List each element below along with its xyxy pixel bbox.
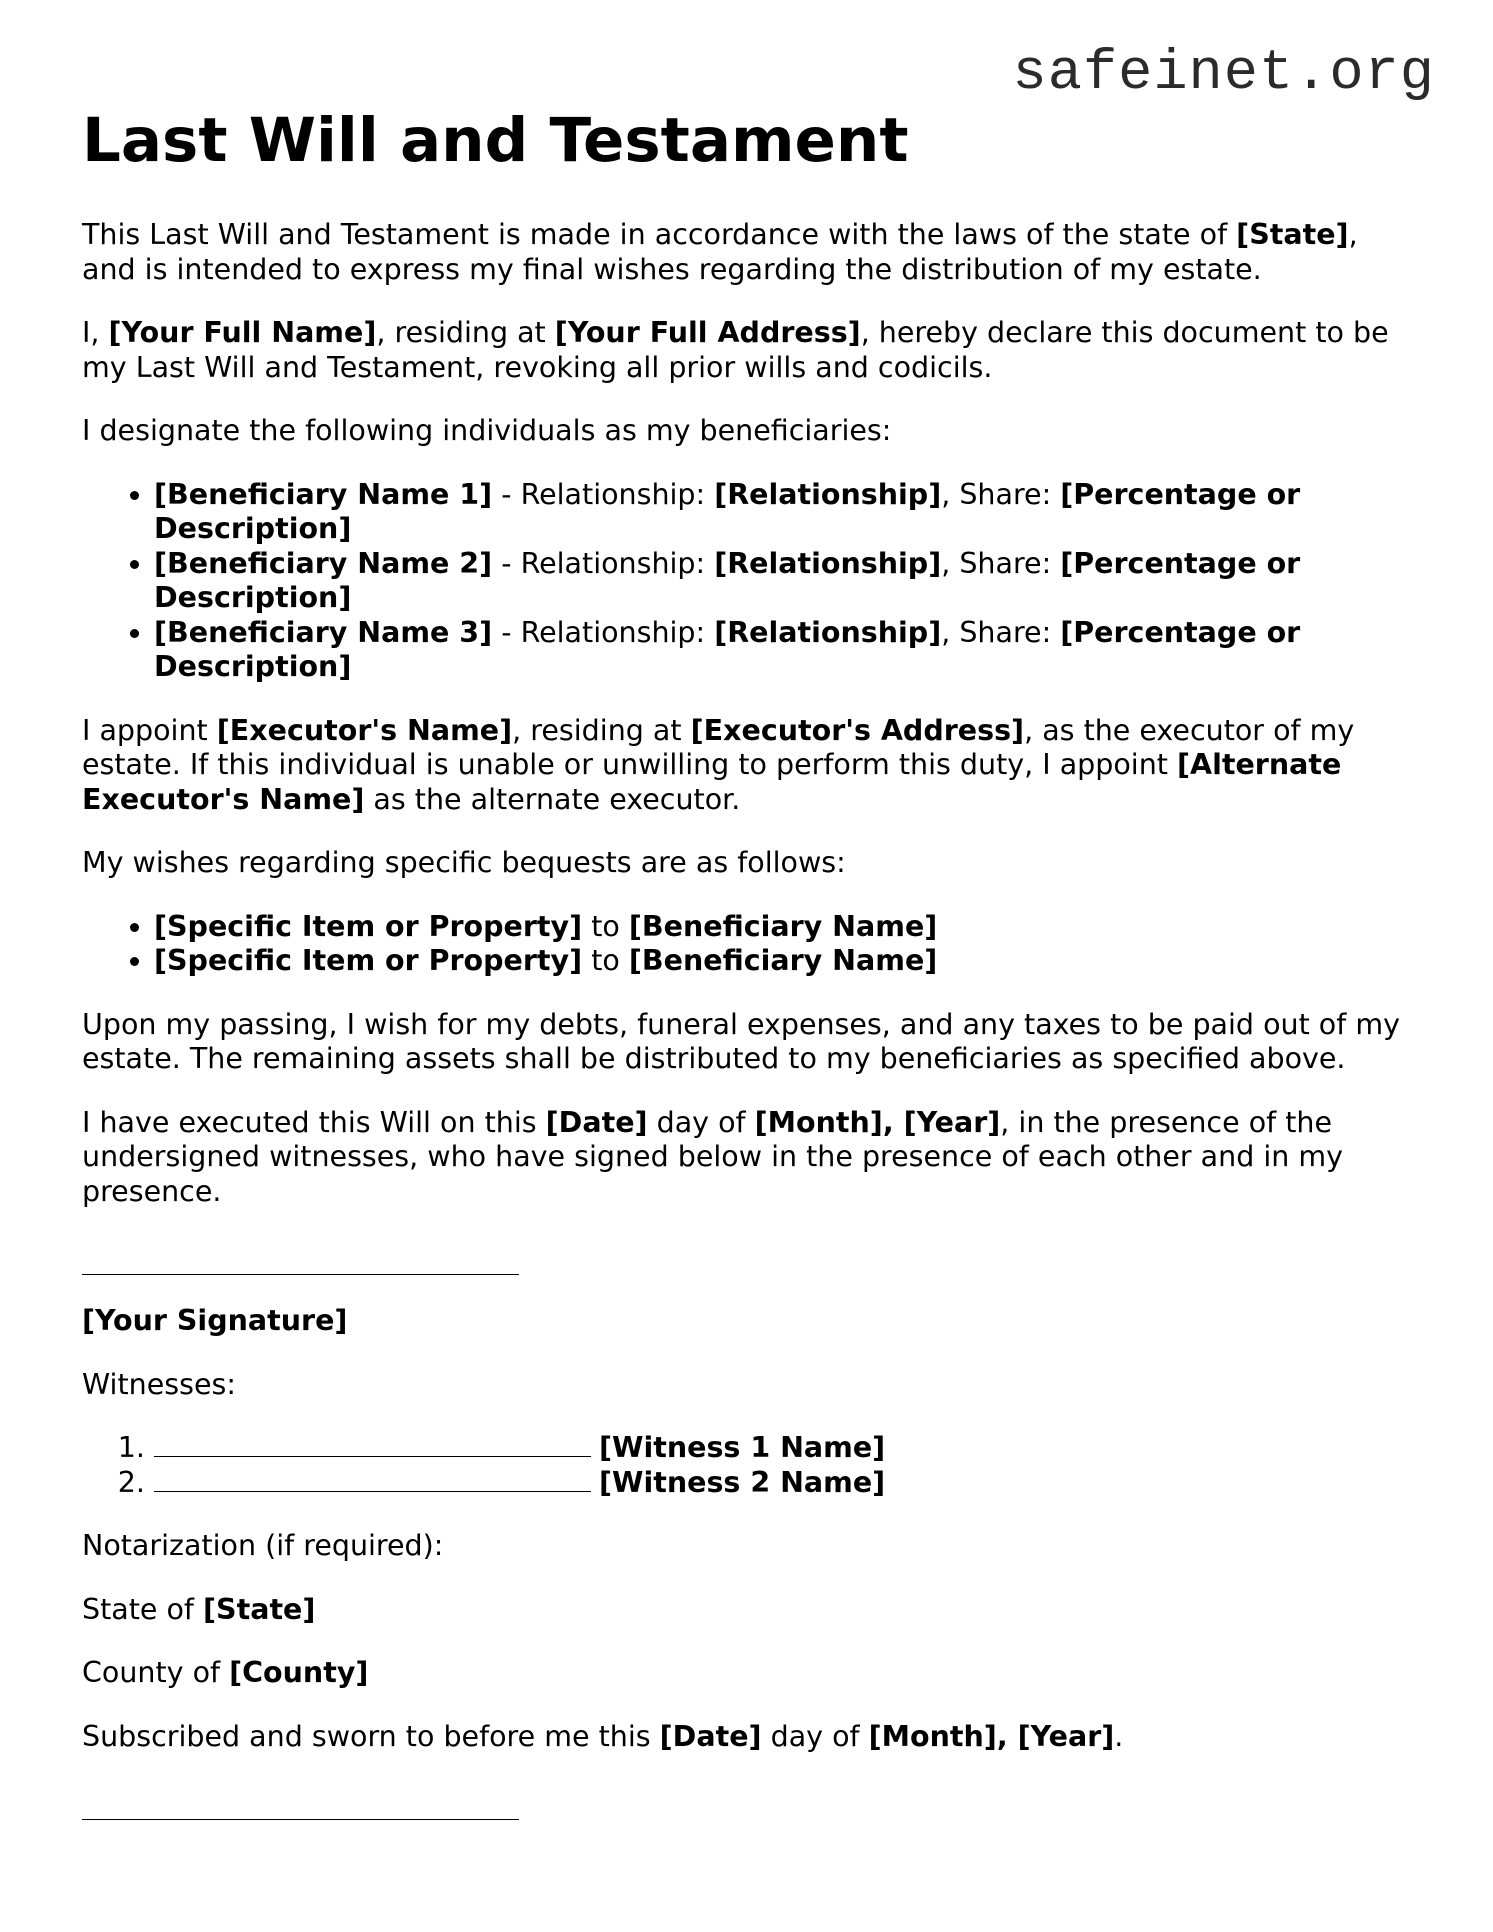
- relationship-label: - Relationship:: [492, 546, 715, 580]
- bequest-beneficiary-placeholder: [Beneficiary Name]: [628, 909, 938, 943]
- bequests-intro: My wishes regarding specific bequests are as follows:: [82, 846, 846, 879]
- county-line-text: County of: [82, 1656, 230, 1689]
- sworn-text-end: .: [1114, 1719, 1124, 1753]
- declaration-text: , residing at: [376, 316, 555, 349]
- executor-address-placeholder: [Executor's Address]: [690, 713, 1025, 747]
- beneficiary-item: [154, 478, 1412, 547]
- declaration-text: I,: [82, 316, 109, 349]
- execution-month-year-placeholder: [Month], [Year]: [754, 1105, 1001, 1139]
- witnesses-list: [82, 1431, 1412, 1500]
- execution-text-end: , in the presence of the undersigned witnesses, who have signed below in the presence of each other and in my presence.: [82, 1105, 1344, 1208]
- sworn-date-placeholder: [Date]: [659, 1719, 762, 1753]
- bequest-item-placeholder: [Specific Item or Property]: [154, 909, 583, 943]
- beneficiaries-list: [82, 478, 1412, 685]
- relationship-placeholder: [Relationship]: [714, 546, 942, 580]
- signature-line-block: [82, 1249, 1412, 1275]
- full-address-placeholder: [Your Full Address]: [554, 316, 861, 349]
- share-placeholder: [Percentage or Description]: [154, 615, 1301, 683]
- bequest-item: [154, 910, 1412, 945]
- executor-text: , as the executor of my estate. If this individual is unable or unwilling to perform this duty, I appoint: [82, 713, 1355, 781]
- state-line: [82, 1593, 1412, 1628]
- executor-paragraph: [82, 714, 1412, 818]
- execution-text: I have executed this Will on this: [82, 1105, 546, 1139]
- intro-text: This Last Will and Testament is made in accordance with the laws of the state of: [82, 218, 1237, 251]
- execution-date-placeholder: [Date]: [545, 1105, 648, 1139]
- witness-item: [154, 1431, 1412, 1466]
- beneficiary-name: [Beneficiary Name 2]: [154, 546, 493, 580]
- watermark: safeinet.org: [1012, 42, 1435, 106]
- relationship-placeholder: [Relationship]: [714, 615, 942, 649]
- intro-text-end: , and is intended to express my final wishes regarding the distribution of my estate.: [82, 218, 1358, 286]
- beneficiary-item: [154, 547, 1412, 616]
- county-line: [82, 1656, 1412, 1691]
- state-line-text: State of: [82, 1592, 204, 1626]
- beneficiaries-intro: I designate the following individuals as my beneficiaries:: [82, 414, 892, 447]
- sworn-text: day of: [761, 1719, 869, 1753]
- signature-label: [Your Signature]: [82, 1304, 348, 1337]
- executor-text-end: as the alternate executor.: [364, 782, 741, 816]
- share-label: , Share:: [941, 477, 1061, 511]
- witness-signature-line[interactable]: [154, 1469, 591, 1492]
- witness-name-placeholder: [Witness 2 Name]: [599, 1465, 886, 1499]
- alternate-executor-placeholder: [Alternate Executor's Name]: [82, 748, 1342, 816]
- sworn-text: Subscribed and sworn to before me this: [82, 1719, 660, 1753]
- notary-signature-line-block: [82, 1794, 1412, 1820]
- notary-signature-line[interactable]: [82, 1797, 519, 1820]
- state-placeholder: [State]: [1236, 218, 1349, 251]
- sworn-month-year-placeholder: [Month], [Year]: [868, 1719, 1115, 1753]
- signature-line[interactable]: [82, 1252, 519, 1275]
- debts-paragraph: Upon my passing, I wish for my debts, funeral expenses, and any taxes to be paid out of my estate. The remaining assets shall be distributed to my beneficiaries as specified above.: [82, 1007, 1400, 1075]
- beneficiary-name: [Beneficiary Name 3]: [154, 615, 493, 649]
- document: [82, 104, 1412, 1849]
- bequest-item: [154, 944, 1412, 979]
- share-label: , Share:: [941, 615, 1061, 649]
- declaration-paragraph: [82, 316, 1412, 385]
- bequest-to: to: [582, 909, 629, 943]
- bequests-list: [82, 910, 1412, 979]
- executor-text: , residing at: [512, 713, 691, 747]
- beneficiary-item: [154, 616, 1412, 685]
- share-placeholder: [Percentage or Description]: [154, 546, 1301, 614]
- state-line-placeholder: [State]: [203, 1592, 316, 1626]
- bequest-item-placeholder: [Specific Item or Property]: [154, 944, 583, 977]
- bequest-beneficiary-placeholder: [Beneficiary Name]: [628, 944, 938, 977]
- full-name-placeholder: [Your Full Name]: [108, 316, 377, 349]
- relationship-label: - Relationship:: [492, 615, 715, 649]
- intro-paragraph: [82, 218, 1412, 287]
- document-title: Last Will and Testament: [82, 105, 909, 176]
- witness-signature-line[interactable]: [154, 1434, 591, 1457]
- beneficiary-name: [Beneficiary Name 1]: [154, 477, 493, 511]
- signature-paragraph: [82, 1304, 1412, 1339]
- executor-text: I appoint: [82, 713, 217, 747]
- notarization-label: Notarization (if required):: [82, 1529, 444, 1562]
- executor-name-placeholder: [Executor's Name]: [216, 713, 513, 747]
- bequest-to: to: [582, 944, 629, 977]
- share-placeholder: [Percentage or Description]: [154, 477, 1301, 545]
- sworn-paragraph: [82, 1720, 1412, 1755]
- execution-text: day of: [647, 1105, 755, 1139]
- witness-item: [154, 1466, 1412, 1501]
- share-label: , Share:: [941, 546, 1061, 580]
- witness-name-placeholder: [Witness 1 Name]: [599, 1431, 886, 1464]
- execution-paragraph: [82, 1106, 1412, 1210]
- relationship-label: - Relationship:: [492, 477, 715, 511]
- relationship-placeholder: [Relationship]: [714, 477, 942, 511]
- declaration-text-end: , hereby declare this document to be my Last Will and Testament, revoking all prior wills and codicils.: [82, 316, 1389, 384]
- witnesses-label: Witnesses:: [82, 1367, 236, 1401]
- county-line-placeholder: [County]: [229, 1656, 369, 1689]
